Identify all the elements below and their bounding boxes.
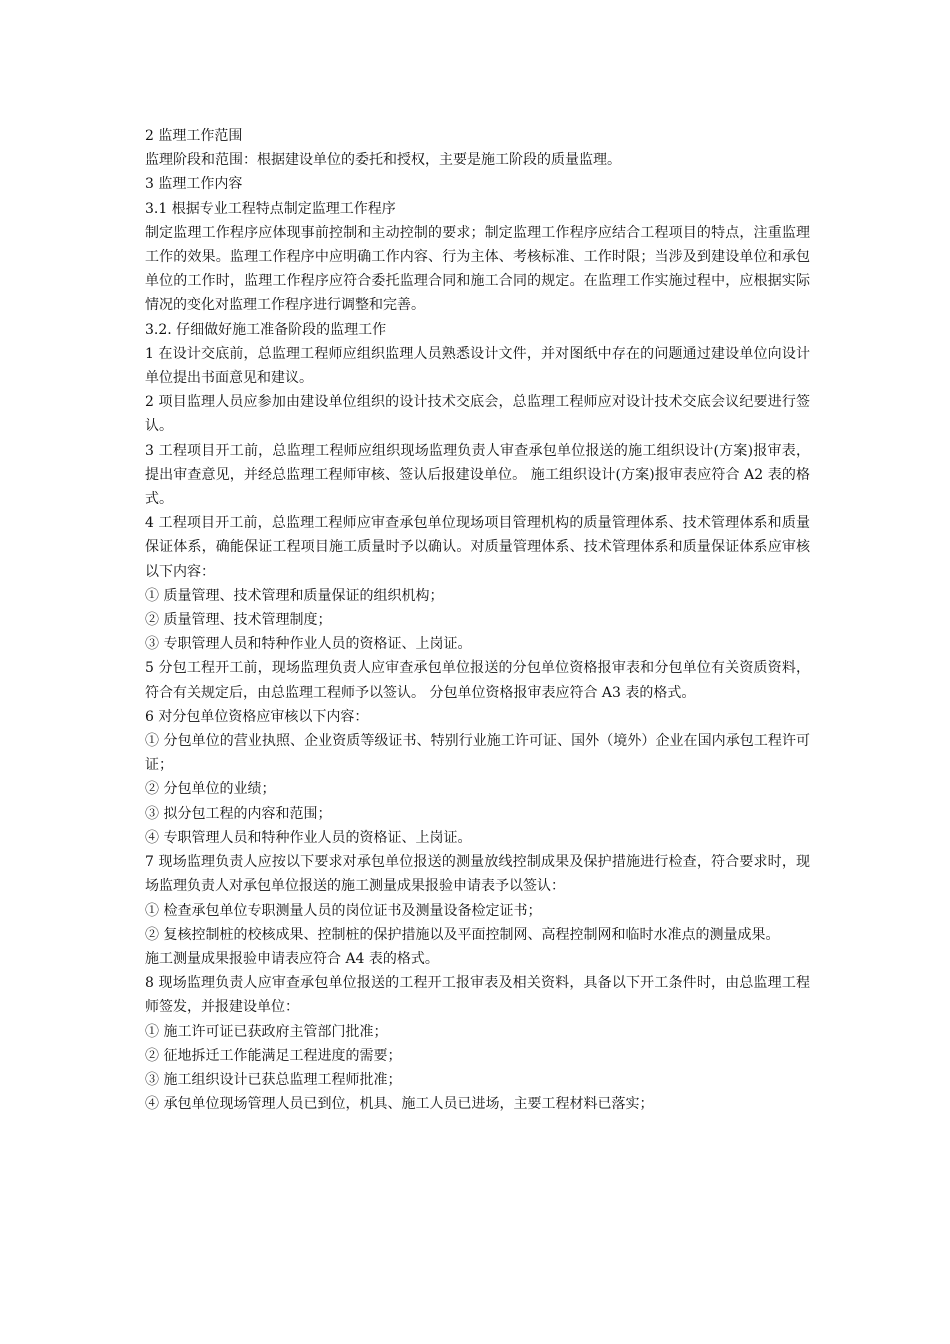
item-4-sub-1: ① 质量管理、技术管理和质量保证的组织机构； <box>145 587 444 604</box>
item-2: 2 项目监理人员应参加由建设单位组织的设计技术交底会，总监理工程师应对设计技术交底会议纪要进行签认。 <box>145 394 810 435</box>
item-6-sub-3: ③ 拟分包工程的内容和范围； <box>145 805 332 822</box>
subsection-heading-3-2: 3.2. 仔细做好施工准备阶段的监理工作 <box>145 321 387 338</box>
item-4-sub-3: ③ 专职管理人员和特种作业人员的资格证、上岗证。 <box>145 636 472 653</box>
section-heading-3: 3 监理工作内容 <box>145 176 243 193</box>
item-5: 5 分包工程开工前，现场监理负责人应审查承包单位报送的分包单位资格报审表和分包单位有关资质资料，符合有关规定后，由总监理工程师予以签认。 分包单位资格报审表应符合 A3 表的格式。 <box>145 660 810 701</box>
paragraph-procedure: 制定监理工作程序应体现事前控制和主动控制的要求；制定监理工作程序应结合工程项目的特点，注重监理工作的效果。监理工作程序中应明确工作内容、行为主体、考核标准、工作时限；当涉及到建设单位和承包单位的工作时，监理工作程序应符合委托监理合同和施工合同的规定。在监理工作实施过程中，应根据实际情况的变化对监理工作程序进行调整和完善。 <box>145 224 810 314</box>
item-7-note: 施工测量成果报验申请表应符合 A4 表的格式。 <box>145 950 439 967</box>
item-7-sub-1: ① 检查承包单位专职测量人员的岗位证书及测量设备检定证书； <box>145 902 542 919</box>
item-7: 7 现场监理负责人应按以下要求对承包单位报送的测量放线控制成果及保护措施进行检查，符合要求时，现场监理负责人对承包单位报送的施工测量成果报验申请表予以签认： <box>145 854 810 895</box>
item-7-sub-2: ② 复核控制桩的校核成果、控制桩的保护措施以及平面控制网、高程控制网和临时水准点的测量成果。 <box>145 926 780 943</box>
item-8-sub-1: ① 施工许可证已获政府主管部门批准； <box>145 1023 388 1040</box>
item-4-sub-2: ② 质量管理、技术管理制度； <box>145 612 332 629</box>
item-1: 1 在设计交底前，总监理工程师应组织监理人员熟悉设计文件，并对图纸中存在的问题通过建设单位向设计单位提出书面意见和建议。 <box>145 345 810 387</box>
item-8-sub-2: ② 征地拆迁工作能满足工程进度的需要； <box>145 1047 402 1064</box>
item-6: 6 对分包单位资格应审核以下内容： <box>145 708 369 725</box>
item-6-sub-4: ④ 专职管理人员和特种作业人员的资格证、上岗证。 <box>145 829 472 846</box>
item-8: 8 现场监理负责人应审查承包单位报送的工程开工报审表及相关资料，具备以下开工条件时，由总监理工程师签发，并报建设单位： <box>145 975 810 1016</box>
paragraph-scope: 监理阶段和范围：根据建设单位的委托和授权，主要是施工阶段的质量监理。 <box>145 152 621 169</box>
item-6-sub-1: ① 分包单位的营业执照、企业资质等级证书、特别行业施工许可证、国外（境外）企业在国内承包工程许可证； <box>145 733 810 774</box>
item-8-sub-4: ④ 承包单位现场管理人员已到位，机具、施工人员已进场，主要工程材料已落实； <box>145 1096 654 1113</box>
item-6-sub-2: ② 分包单位的业绩； <box>145 781 276 798</box>
section-heading-2: 2 监理工作范围 <box>145 128 243 144</box>
document-body <box>145 124 810 1116</box>
item-3: 3 工程项目开工前，总监理工程师应组织现场监理负责人审查承包单位报送的施工组织设计(方案)报审表，提出审查意见，并经总监理工程师审核、签认后报建设单位。 施工组织设计(方案)报审表应符合 A2 表的格式。 <box>145 442 810 508</box>
subsection-heading-3-1: 3.1 根据专业工程特点制定监理工作程序 <box>145 200 396 217</box>
item-4: 4 工程项目开工前，总监理工程师应审查承包单位现场项目管理机构的质量管理体系、技术管理体系和质量保证体系，确能保证工程项目施工质量时予以确认。对质量管理体系、技术管理体系和质量保证体系应审核以下内容： <box>145 515 810 580</box>
item-8-sub-3: ③ 施工组织设计已获总监理工程师批准； <box>145 1071 402 1088</box>
